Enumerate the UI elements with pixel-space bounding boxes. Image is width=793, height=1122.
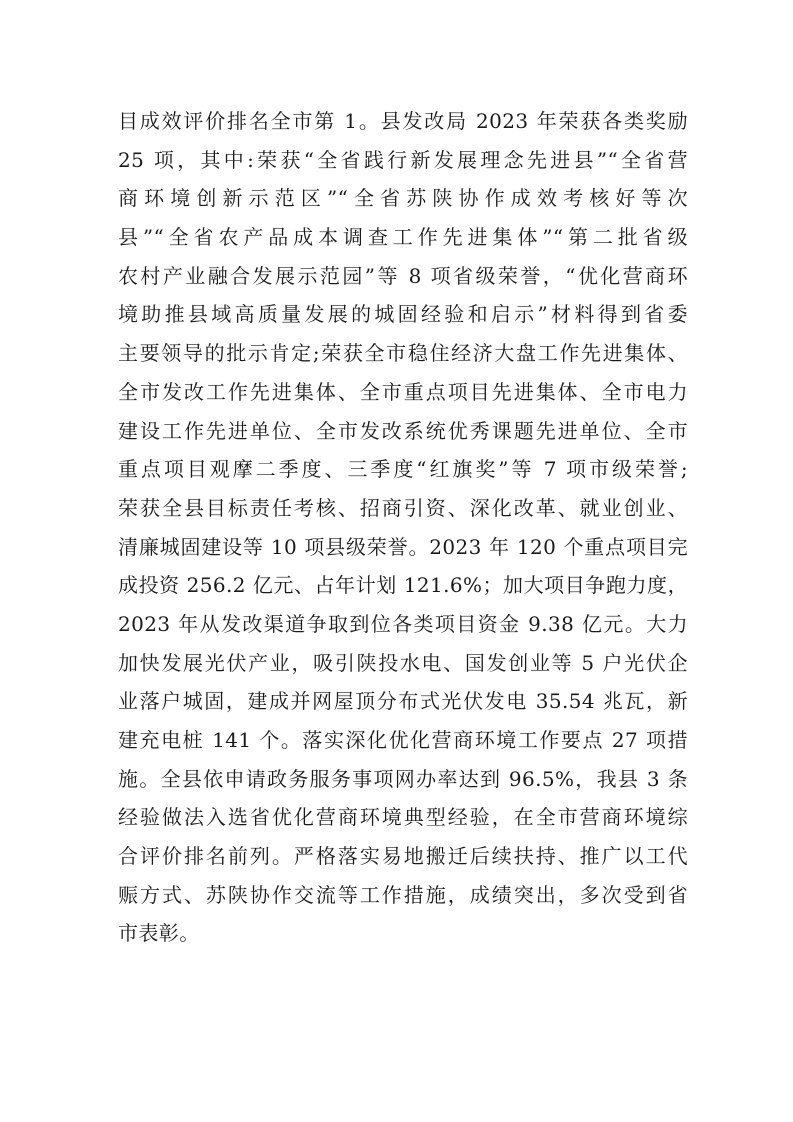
- text-line: 合评价排名前列。严格落实易地搬迁后续扶持、推广以工代: [118, 844, 688, 869]
- text-line: 加快发展光伏产业，吸引陕投水电、国发创业等 5 户光伏企: [118, 650, 688, 675]
- text-line: 建设工作先进单位、全市发改系统优秀课题先进单位、全市: [118, 418, 688, 443]
- text-line: 2023 年从发改渠道争取到位各类项目资金 9.38 亿元。大力: [118, 611, 688, 636]
- text-line: 重点项目观摩二季度、三季度“红旗奖”等 7 项市级荣誉;: [118, 457, 688, 482]
- text-line: 农村产业融合发展示范园”等 8 项省级荣誉，“优化营商环: [118, 263, 688, 288]
- text-line: 全市发改工作先进集体、全市重点项目先进集体、全市电力: [118, 379, 688, 404]
- body-paragraph: [118, 102, 688, 953]
- text-line: 建充电桩 141 个。落实深化优化营商环境工作要点 27 项措: [118, 728, 688, 752]
- text-line: 市表彰。: [118, 921, 200, 946]
- text-line: 县”“全省农产品成本调查工作先进集体”“第二批省级: [118, 225, 688, 250]
- text-line: 业落户城固，建成并网屋顶分布式光伏发电 35.54 兆瓦，新: [118, 689, 688, 714]
- text-line: 成投资 256.2 亿元、占年计划 121.6%；加大项目争跑力度，: [118, 573, 688, 598]
- text-line: 施。全县依申请政务服务事项网办率达到 96.5%，我县 3 条: [118, 766, 688, 791]
- text-line: 25 项，其中:荣获“全省践行新发展理念先进县”“全省营: [118, 147, 688, 172]
- text-line: 经验做法入选省优化营商环境典型经验，在全市营商环境综: [118, 805, 688, 830]
- text-line: 荣获全县目标责任考核、招商引资、深化改革、就业创业、: [118, 495, 688, 520]
- text-line: 清廉城固建设等 10 项县级荣誉。2023 年 120 个重点项目完: [118, 534, 688, 559]
- text-line: 赈方式、苏陕协作交流等工作措施，成绩突出，多次受到省: [118, 882, 688, 907]
- text-line: 主要领导的批示肯定;荣获全市稳住经济大盘工作先进集体、: [118, 341, 688, 366]
- text-line: 目成效评价排名全市第 1。县发改局 2023 年荣获各类奖励: [118, 109, 688, 133]
- text-line: 境助推县域高质量发展的城固经验和启示”材料得到省委: [118, 302, 688, 327]
- text-line: 商环境创新示范区”“全省苏陕协作成效考核好等次: [118, 186, 688, 211]
